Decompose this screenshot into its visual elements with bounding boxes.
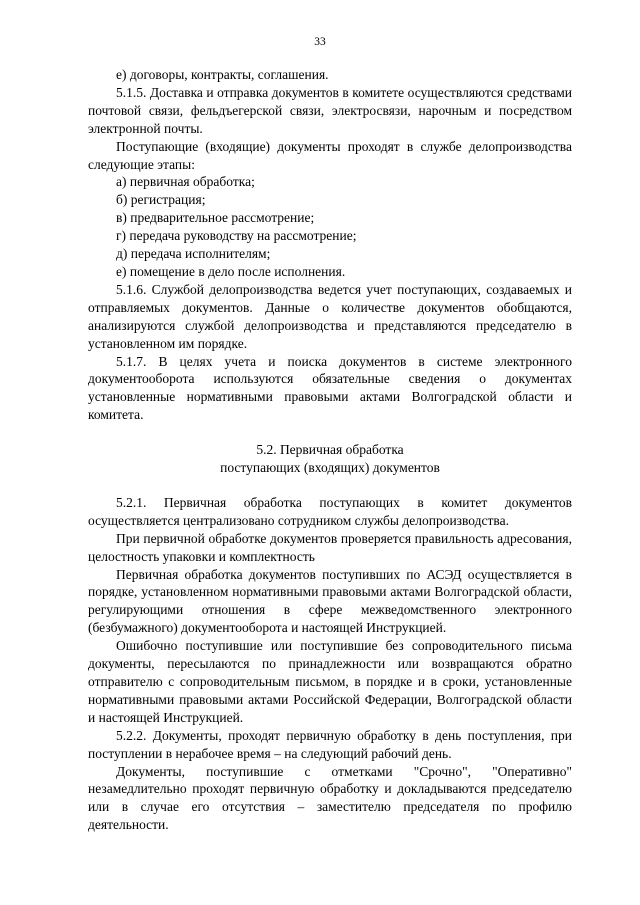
paragraph-contracts: е) договоры, контракты, соглашения. (116, 67, 329, 82)
list-item: в) предварительное рассмотрение; (116, 210, 315, 226)
paragraph-ased: Первичная обработка документов поступивших по АСЭД осуществляется в порядке, установленном нормативными правовыми актами Волгоградской области, регулирующими отношения в сфере межведомственного электронного (безбумажного) документооборота и настоящей Инструкцией. (88, 566, 572, 636)
list-item: д) передача исполнителям; (116, 246, 271, 262)
paragraph-5-1-7: 5.1.7. В целях учета и поиска документов в системе электронного документооборота используются обязательные сведения о документах установленные нормативными правовыми актами Волгоградской области и комитета. (88, 353, 572, 423)
paragraph-incoming-stages: Поступающие (входящие) документы проходят в службе делопроизводства следующие этапы: (88, 138, 572, 172)
section-heading-line2: поступающих (входящих) документов (220, 460, 440, 476)
paragraph-erroneous: Ошибочно поступившие или поступившие без сопроводительного письма документы, пересылаются по принадлежности или возвращаются обратно отправителю с сопроводительным письмом, в порядке и в сроки, установленные нормативными правовыми актами Российской Федерации, Волгоградской области и настоящей Инструкцией. (88, 638, 572, 725)
paragraph-5-1-5: 5.1.5. Доставка и отправка документов в комитете осуществляются средствами почтовой связи, фельдъегерской связи, электросвязи, нарочным и посредством электронной почты. (88, 84, 572, 136)
paragraph-primary-check: При первичной обработке документов проверяется правильность адресования, целостность упаковки и комплектность (88, 530, 572, 564)
paragraph-5-1-6: 5.1.6. Службой делопроизводства ведется учет поступающих, создаваемых и отправляемых документов. Данные о количестве документов обобщаются, анализируются службой делопроизводства и представляются председателю в установленном им порядке. (88, 281, 572, 351)
list-item: е) помещение в дело после исполнения. (116, 263, 346, 279)
paragraph-5-2-2: 5.2.2. Документы, проходят первичную обработку в день поступления, при поступлении в нерабочее время – на следующий рабочий день. (88, 727, 572, 761)
section-heading-line1: 5.2. Первичная обработка (256, 442, 404, 458)
list-item: а) первичная обработка; (116, 174, 255, 190)
list-item: г) передача руководству на рассмотрение; (116, 228, 357, 244)
list-item: б) регистрация; (116, 192, 206, 208)
paragraph-urgent: Документы, поступившие с отметками "Срочно", "Оперативно" незамедлительно проходят первичную обработку и докладываются председателю или в случае его отсутствия – заместителю председателя по профилю деятельности. (88, 763, 572, 833)
paragraph-5-2-1: 5.2.1. Первичная обработка поступающих в комитет документов осуществляется централизовано сотрудником службы делопроизводства. (88, 494, 572, 528)
stages-list (88, 173, 572, 280)
page-number: 33 (314, 36, 326, 48)
document-body (88, 66, 572, 834)
